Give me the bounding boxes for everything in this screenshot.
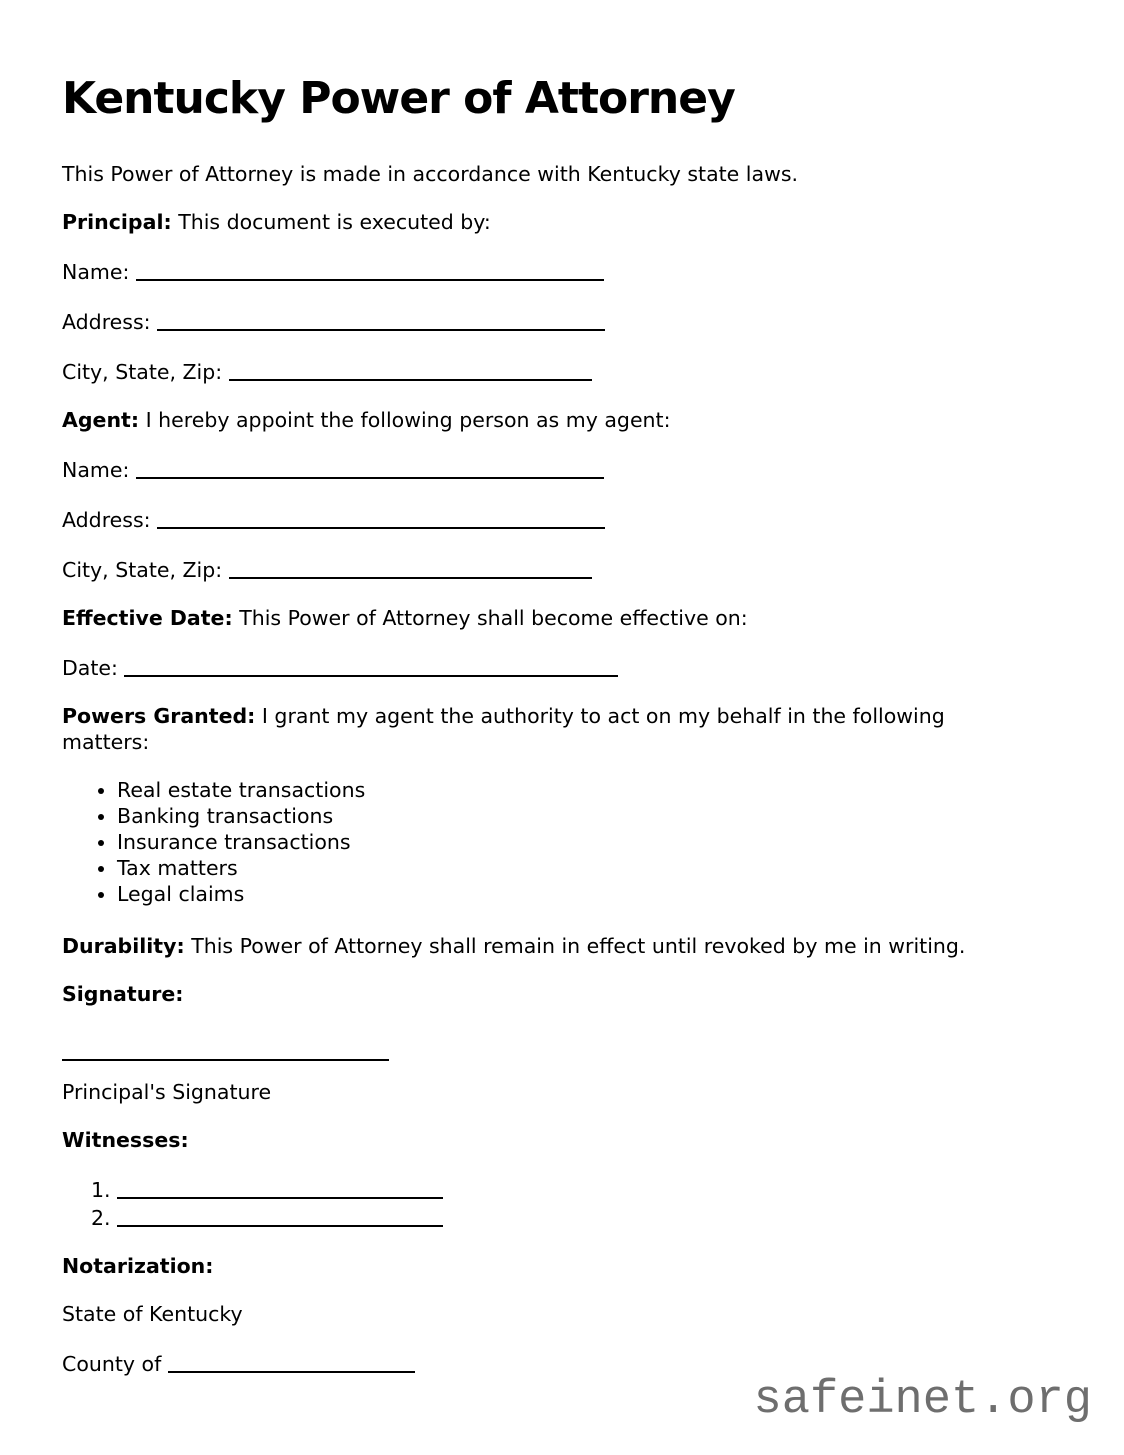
agent-city-row — [62, 555, 1062, 583]
principal-name-label: Name: — [62, 260, 130, 284]
agent-section-heading — [62, 407, 1062, 433]
agent-city-blank — [229, 557, 592, 579]
signature-blank — [62, 1039, 389, 1061]
effective-date-section-heading — [62, 605, 1062, 631]
principal-city-blank — [229, 359, 592, 381]
signature-line-row — [62, 1037, 1062, 1065]
county-blank — [168, 1351, 415, 1373]
page-title: Kentucky Power of Attorney — [62, 73, 735, 124]
agent-address-blank — [157, 507, 605, 529]
durability-section-heading — [62, 933, 1062, 959]
principal-label: Principal: — [62, 210, 172, 234]
agent-name-blank — [136, 457, 604, 479]
witness-row — [91, 1175, 1062, 1203]
agent-city-label: City, State, Zip: — [62, 558, 223, 582]
powers-list-item: • Banking transactions — [117, 803, 1062, 829]
durability-label: Durability: — [62, 934, 185, 958]
witness-1-blank — [117, 1177, 443, 1199]
intro-paragraph: This Power of Attorney is made in accordance with Kentucky state laws. — [62, 162, 799, 186]
watermark: safeinet.org — [753, 1374, 1092, 1427]
powers-section-heading — [62, 703, 1027, 755]
witness-2-blank — [117, 1205, 443, 1227]
county-label: County of — [62, 1352, 162, 1376]
powers-list — [62, 777, 1062, 907]
powers-list-item: • Tax matters — [117, 855, 1062, 881]
signature-label: Signature: — [62, 982, 184, 1006]
effective-date-text: This Power of Attorney shall become effective on: — [239, 606, 748, 630]
principal-name-row — [62, 257, 1062, 285]
witness-list — [62, 1175, 1062, 1231]
agent-address-label: Address: — [62, 508, 151, 532]
principal-address-label: Address: — [62, 310, 151, 334]
witnesses-section-heading — [62, 1127, 1062, 1153]
witness-row — [91, 1203, 1062, 1231]
powers-list-item: • Real estate transactions — [117, 777, 1062, 803]
powers-text: I grant my agent the authority to act on my behalf in the following matters: — [62, 704, 945, 754]
effective-date-label: Effective Date: — [62, 606, 233, 630]
agent-address-row — [62, 505, 1062, 533]
principal-city-row — [62, 357, 1062, 385]
witnesses-label: Witnesses: — [62, 1128, 189, 1152]
notarization-state-line: State of Kentucky — [62, 1302, 243, 1326]
durability-text: This Power of Attorney shall remain in effect until revoked by me in writing. — [191, 934, 966, 958]
principal-address-blank — [157, 309, 605, 331]
notarization-section-heading — [62, 1253, 1062, 1279]
principal-city-label: City, State, Zip: — [62, 360, 223, 384]
powers-label: Powers Granted: — [62, 704, 256, 728]
powers-list-item: • Insurance transactions — [117, 829, 1062, 855]
agent-label: Agent: — [62, 408, 140, 432]
date-label: Date: — [62, 656, 118, 680]
powers-list-item: • Legal claims — [117, 881, 1062, 907]
witness-number: 1. — [91, 1178, 111, 1202]
notarization-label: Notarization: — [62, 1254, 214, 1278]
date-blank — [124, 655, 618, 677]
principal-section-heading — [62, 209, 1062, 235]
principal-address-row — [62, 307, 1062, 335]
agent-name-label: Name: — [62, 458, 130, 482]
agent-name-row — [62, 455, 1062, 483]
date-row — [62, 653, 1062, 681]
signature-section-heading — [62, 981, 1062, 1007]
principal-text: This document is executed by: — [178, 210, 491, 234]
witness-number: 2. — [91, 1206, 111, 1230]
county-row — [62, 1349, 1062, 1377]
principal-name-blank — [136, 259, 604, 281]
agent-text: I hereby appoint the following person as my agent: — [145, 408, 671, 432]
signature-caption: Principal's Signature — [62, 1080, 272, 1104]
